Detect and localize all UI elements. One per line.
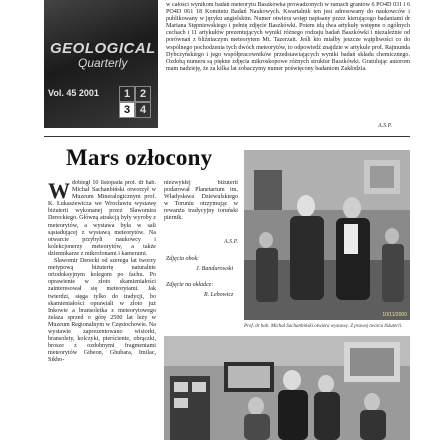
article-headline: Mars ozłocony xyxy=(66,145,213,170)
article-column-1 xyxy=(48,180,156,440)
photo-1-date-stamp: 10/11/2000 xyxy=(382,312,407,318)
journal-cover-image xyxy=(44,0,158,128)
section-divider xyxy=(44,136,410,137)
photo-1-caption: Prof. dr hab. Michał Sachanbiński otwiera wystawę. Z prawej twórca biżuterii. xyxy=(244,324,403,329)
cover-title: GEOLOGICAL xyxy=(50,40,156,57)
cover-credit-name: R. Lebowicz xyxy=(204,292,234,298)
article-dropcap: W xyxy=(48,180,70,203)
cover-volume: Vol. 45 2001 xyxy=(48,88,99,98)
issue-number-4: 4 xyxy=(135,102,151,118)
exhibition-photo-2-art xyxy=(164,336,410,440)
article-column-2 xyxy=(164,180,238,236)
top-article-text xyxy=(166,2,410,120)
article-paragraph-1: Wdobiegł 10 listopada prof. dr hab. Michał Sachanbiński otworzył w Muzeum Mineralogicznym prof. K. Łukaszewicza we Wrocławiu wystawę biżuterii wykonanej przez Sławomira Dereckiego. Główną atrakcją były wyroby z meteorytów, a wystawa była w sali sąsiadującej z wystawą meteorytów. Na otwarcie przybyli naukowcy i kolekcjonerzy meteorytów, a także dziennikarze z mikrofonami i kamerami. xyxy=(48,180,156,257)
photo-credit-label: Zdjęcia obok: xyxy=(166,256,200,262)
issue-number-1: 1 xyxy=(119,86,135,102)
cover-credit-label: Zdjęcie na okładce: xyxy=(166,282,214,288)
article-paragraph-3: niezwykłej biżuterii podarował Planetarium im. Władysława Dziewulskiego w Toruniu otrzymując w rewanżu tradycyjny toruński piernik. xyxy=(164,180,238,222)
issue-number-2: 2 xyxy=(135,86,151,102)
exhibition-photo-2 xyxy=(164,336,410,440)
cover-subtitle: Quarterly xyxy=(78,56,128,70)
article-paragraph-2: Sławomir Derecki od szeregu lat tworzy metypową biżuterię naturalnie ortodoksyjnym kolegom po fachu. Po oprawienie w złoto skamieniałości zainteresował się meteorytami. Jak twierdzi, sięga tylko do tradycji, bo skamieniałości oprawiali w złoto już Inkowie a bransoletka z meteorytowego żelaza sprzed o górę 2500 lat leży w Muzeum Regionalnym w Częstochowie. Na wystawie zaprezentowano wisiorki, bransolety, kolczyki, pierścienie, obrączki, brosze z ozdobnymi fragmentami meteorytów Gibeon, Ghubara, Imilac, Sikho- xyxy=(48,258,156,364)
issue-number-3: 3 xyxy=(119,102,135,118)
exhibition-photo-1 xyxy=(244,150,410,320)
photo-credit-name: J. Bandurowski xyxy=(196,266,234,272)
top-article-paragraph: w całości wynikom badań meteorytu Baszkówka prowadzonych w ramach grantów 6 PO4D 031 i 6 PO4D 061 18 Komitetu Badań Naukowych. Kwartalnik ten jest adresowany do naukowców i publikowany w języku angielskim. Numer otwiera wstęp napisany przez kierującego badaniami dr Mariana Stępniewskiego i pełnię zdjęcie Baszkówki. Potem idą dwa artykuły wstępne o ogólnych cechach i 11 artykułów prezentujących wyniki różnego rodzaju badań Baszkówki i niezależnie od porównań z bliźniaczym meteorytem Mt. Tazerzait. Jeśli kto miałby jeszcze wątpliwości co do wspólnego pochodzenia tych dwóch meteorytów, to odpowiedź znajdzie w artykule prof. Rajmunda Dybczyńskiego i jego współpracowników przedstawiających wyniki badań składu chemicznego. Ozdobą numeru są piękne zdjęcia mikroskopowe różnych struktur Baszkówki. Gratulując autorom mam nadzieję, że za kilka lat zobaczymy numer poświęcony badaniom Zakłodzia. xyxy=(166,2,410,72)
exhibition-photo-1-art xyxy=(244,150,410,320)
article-signature: A.S.P. xyxy=(224,239,239,245)
top-article-signature: A.S.P. xyxy=(378,123,393,129)
